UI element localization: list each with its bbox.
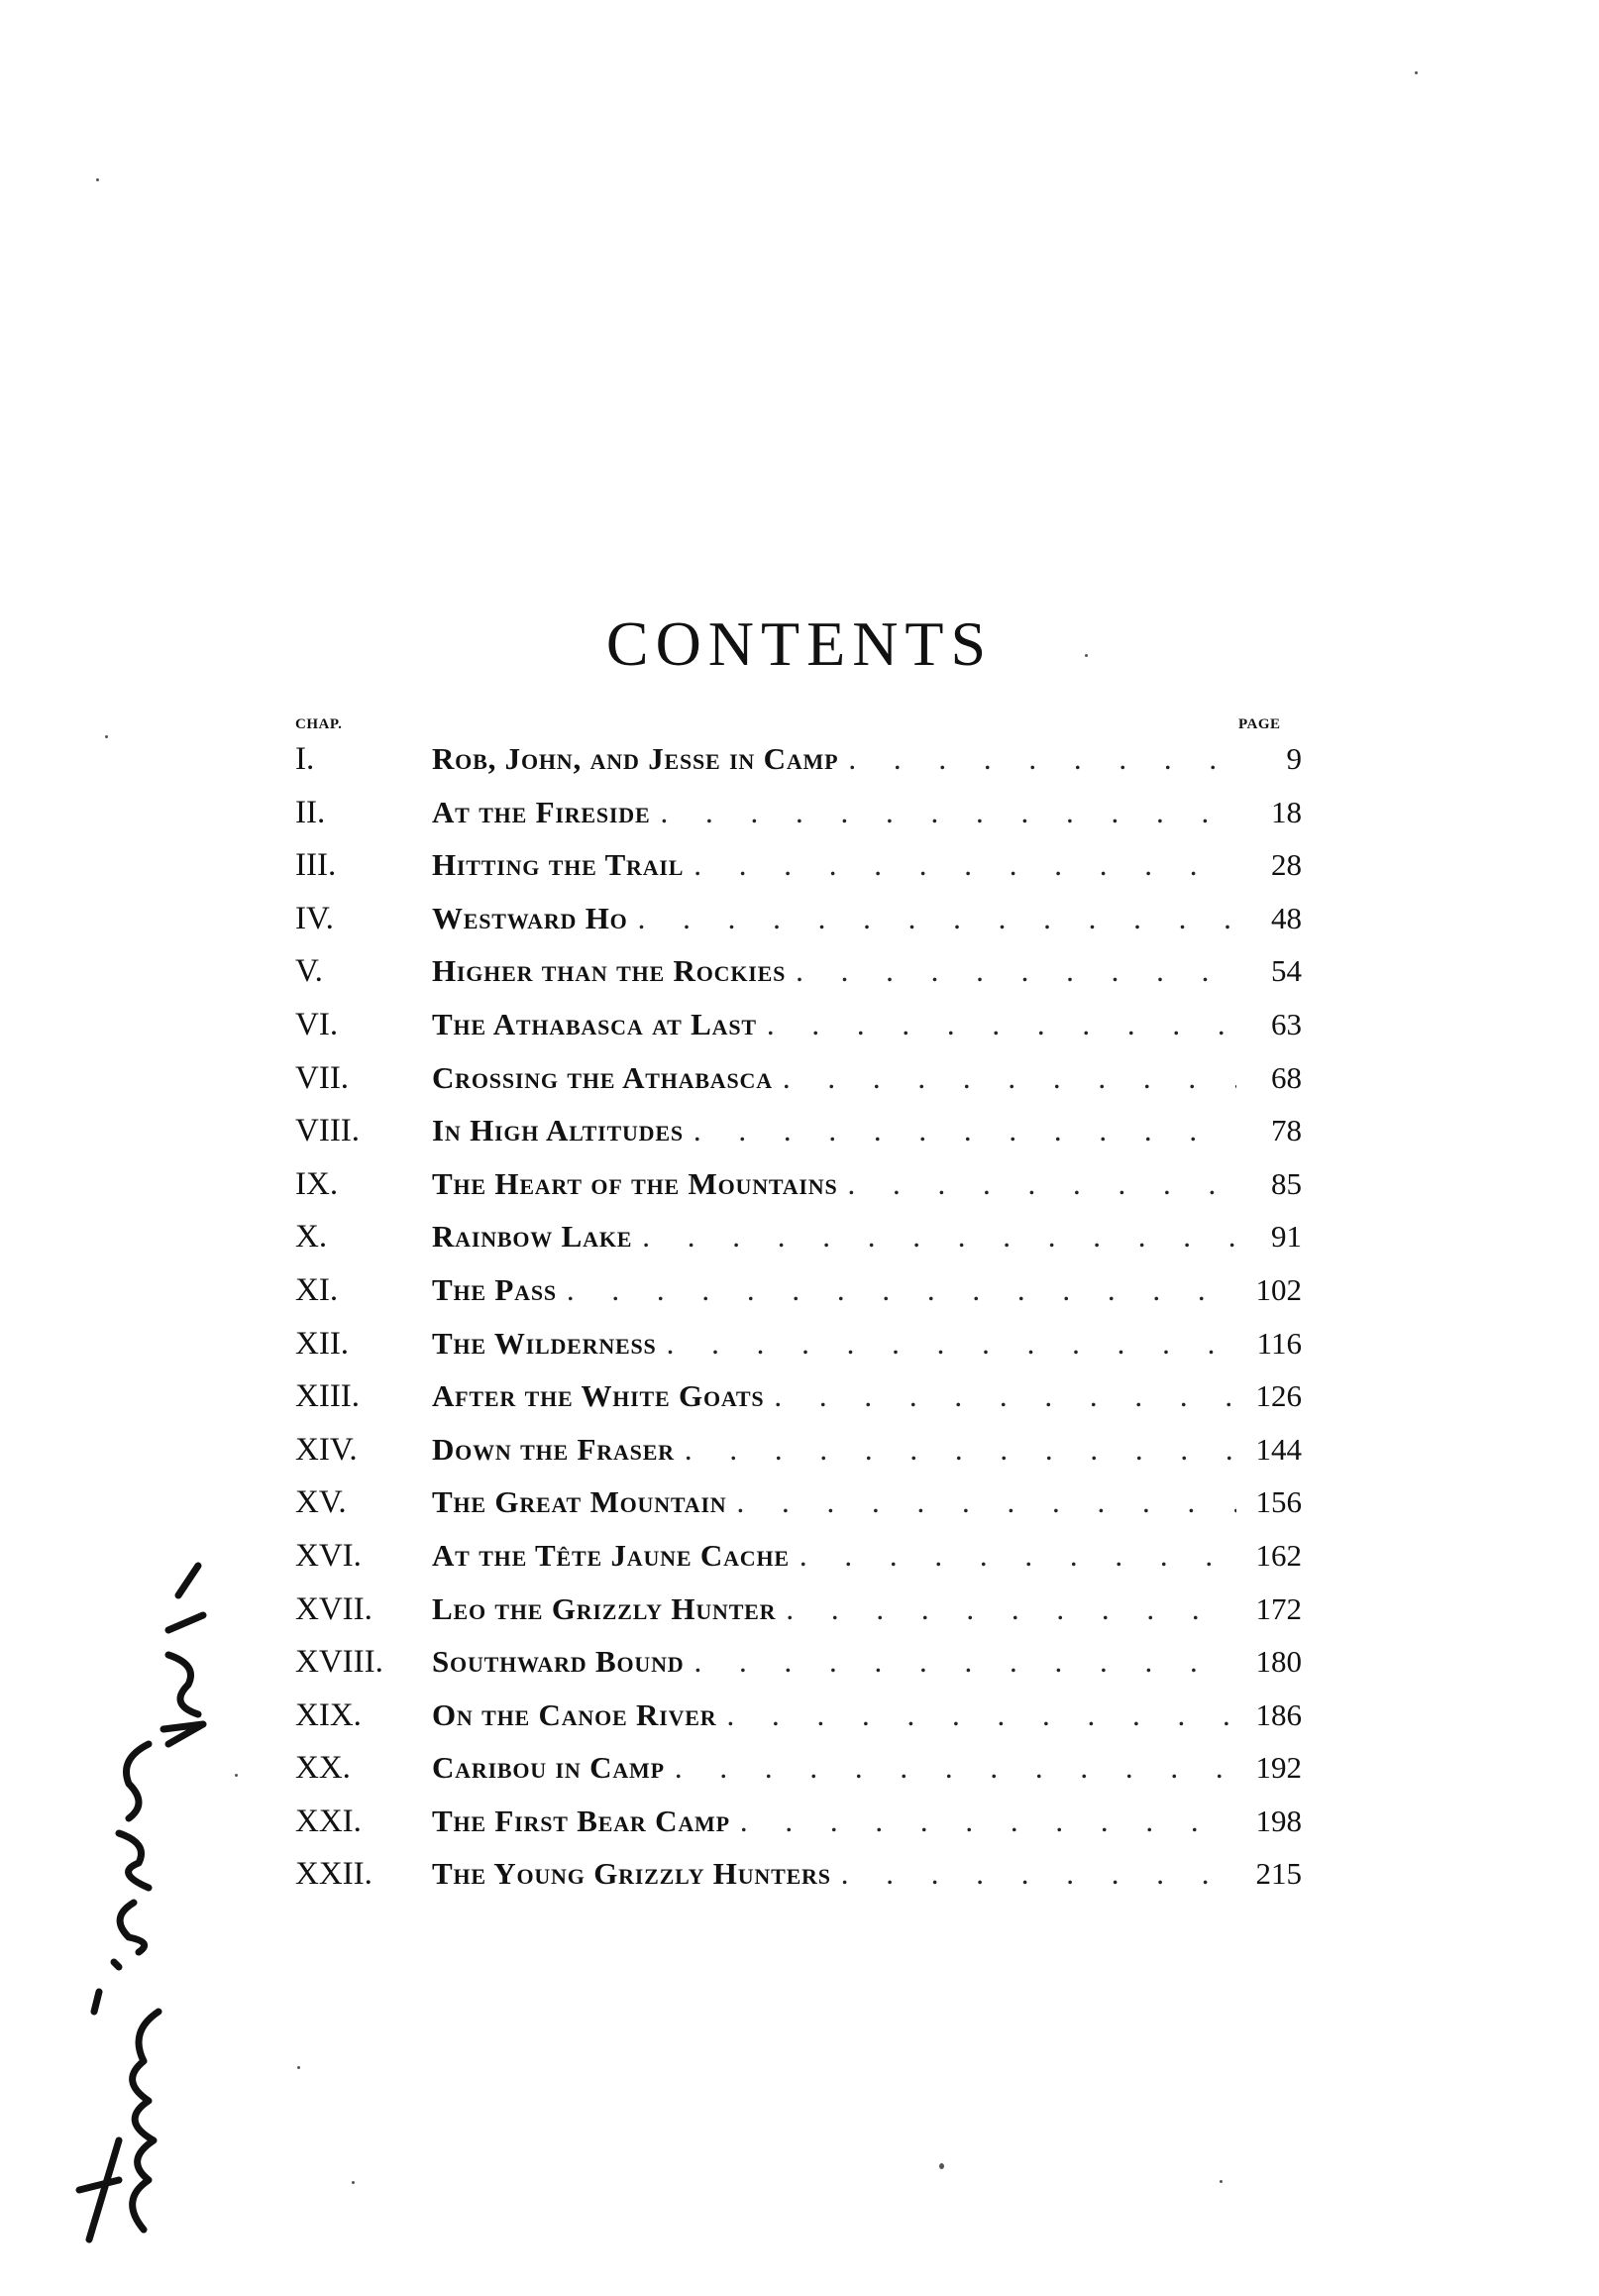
chapter-title: The Heart of the Mountains: [432, 1165, 838, 1201]
chapter-number: XX.: [295, 1750, 351, 1787]
dot-leader: [693, 847, 1236, 883]
dot-leader: [774, 1378, 1236, 1414]
chapter-title: The First Bear Camp: [432, 1803, 730, 1838]
chap-column-header: CHAP.: [295, 716, 343, 732]
chapter-number: X.: [295, 1219, 328, 1256]
chapter-number: III.: [295, 847, 337, 884]
page-title: CONTENTS: [605, 608, 994, 679]
dot-leader: [567, 1272, 1236, 1308]
dot-leader: [638, 901, 1236, 936]
toc-row: [295, 1272, 1302, 1326]
chapter-title: Leo the Grizzly Hunter: [432, 1590, 777, 1626]
chapter-title: Rob, John, and Jesse in Camp: [432, 741, 839, 776]
toc-row: [295, 1432, 1302, 1485]
chapter-number: IV.: [295, 900, 334, 936]
chapter-title: Higher than the Rockies: [432, 953, 787, 989]
chapter-number: V.: [295, 953, 323, 990]
dot-leader: [740, 1804, 1236, 1839]
toc-row: [295, 1166, 1302, 1220]
chapter-number: VIII.: [295, 1113, 361, 1149]
page-number: 68: [1271, 1059, 1302, 1095]
dot-leader: [693, 1644, 1236, 1680]
dot-leader: [660, 795, 1236, 830]
page-number: 85: [1271, 1165, 1302, 1201]
page-number: 18: [1271, 794, 1302, 829]
chapter-number: XXI.: [295, 1803, 362, 1839]
dot-leader: [786, 1591, 1236, 1627]
chapter-number: XIV.: [295, 1431, 358, 1468]
chapter-number: XXII.: [295, 1856, 373, 1893]
dot-leader: [800, 1538, 1236, 1574]
chapter-title: The Wilderness: [432, 1325, 657, 1361]
chapter-title: On the Canoe River: [432, 1696, 717, 1732]
chapter-title: Westward Ho: [432, 900, 628, 935]
page-number: 144: [1255, 1431, 1302, 1467]
dot-leader: [737, 1484, 1237, 1520]
chapter-title: The Athabasca at Last: [432, 1006, 757, 1041]
page-number: 172: [1255, 1590, 1302, 1626]
page-number: 48: [1271, 900, 1302, 935]
page-number: 9: [1286, 741, 1302, 776]
dot-leader: [848, 1166, 1237, 1202]
toc-row: [295, 1697, 1302, 1751]
toc-row: [295, 847, 1302, 901]
chapter-number: VII.: [295, 1059, 350, 1096]
toc-row: [295, 1378, 1302, 1432]
chapter-title: In High Altitudes: [432, 1113, 684, 1148]
chapter-number: XI.: [295, 1271, 339, 1308]
page-number: 156: [1255, 1484, 1302, 1520]
toc-row: [295, 1484, 1302, 1538]
page-number: 186: [1255, 1696, 1302, 1732]
dot-leader: [693, 1113, 1236, 1148]
toc-row: [295, 1591, 1302, 1645]
toc-row: [295, 1060, 1302, 1114]
page-number: 91: [1271, 1219, 1302, 1255]
page-number: 116: [1256, 1325, 1302, 1361]
toc-row: [295, 953, 1302, 1007]
chapter-number: IX.: [295, 1165, 339, 1202]
chapter-title: Caribou in Camp: [432, 1750, 665, 1786]
toc-row: [295, 1326, 1302, 1379]
chapter-title: The Pass: [432, 1271, 557, 1307]
toc-row: [295, 1644, 1302, 1697]
chapter-title: At the Fireside: [432, 794, 651, 829]
page-number: 126: [1255, 1378, 1302, 1414]
chapter-title: Hitting the Trail: [432, 847, 685, 883]
toc-row: [295, 795, 1302, 848]
page-number: 198: [1255, 1803, 1302, 1838]
page-number: 28: [1271, 847, 1302, 883]
toc-row: [295, 1804, 1302, 1857]
chapter-number: XVII.: [295, 1590, 373, 1627]
dot-leader: [675, 1750, 1236, 1786]
dot-leader: [767, 1007, 1236, 1042]
dot-leader: [783, 1060, 1236, 1096]
dot-leader: [685, 1432, 1236, 1468]
chapter-number: II.: [295, 794, 326, 830]
table-of-contents: [295, 741, 1302, 1910]
page-number: 78: [1271, 1113, 1302, 1148]
toc-row: [295, 1750, 1302, 1804]
chapter-title: After the White Goats: [432, 1378, 765, 1414]
toc-row: [295, 1113, 1302, 1166]
chapter-title: The Great Mountain: [432, 1484, 727, 1520]
dot-leader: [796, 953, 1236, 989]
chapter-number: XV.: [295, 1484, 347, 1521]
chapter-number: XVI.: [295, 1537, 362, 1574]
chapter-title: At the Tête Jaune Cache: [432, 1537, 790, 1573]
chapter-title: The Young Grizzly Hunters: [432, 1856, 831, 1892]
toc-row: [295, 1856, 1302, 1910]
chapter-title: Down the Fraser: [432, 1431, 675, 1467]
chapter-title: Crossing the Athabasca: [432, 1059, 773, 1095]
page-number: 162: [1255, 1537, 1302, 1573]
dot-leader: [642, 1219, 1236, 1255]
page-column-header: PAGE: [1238, 716, 1281, 732]
chapter-number: XIII.: [295, 1378, 361, 1415]
toc-row: [295, 1007, 1302, 1060]
page-number: 215: [1255, 1856, 1302, 1892]
chapter-number: XVIII.: [295, 1644, 383, 1681]
chapter-number: I.: [295, 741, 315, 777]
page-number: 54: [1271, 953, 1302, 989]
chapter-title: Rainbow Lake: [432, 1219, 633, 1255]
chapter-number: VI.: [295, 1006, 339, 1042]
page-number: 63: [1271, 1006, 1302, 1041]
chapter-title: Southward Bound: [432, 1644, 685, 1680]
toc-row: [295, 1538, 1302, 1591]
dot-leader: [667, 1326, 1236, 1362]
chapter-number: XIX.: [295, 1696, 362, 1733]
handwritten-annotation: [59, 1546, 218, 2259]
page-number: 180: [1255, 1644, 1302, 1680]
page-number: 102: [1255, 1271, 1302, 1307]
dot-leader: [848, 741, 1236, 777]
page-number: 192: [1255, 1750, 1302, 1786]
dot-leader: [726, 1697, 1236, 1733]
toc-row: [295, 1219, 1302, 1272]
toc-row: [295, 901, 1302, 954]
chapter-number: XII.: [295, 1325, 350, 1362]
toc-row: [295, 741, 1302, 795]
dot-leader: [841, 1856, 1236, 1892]
